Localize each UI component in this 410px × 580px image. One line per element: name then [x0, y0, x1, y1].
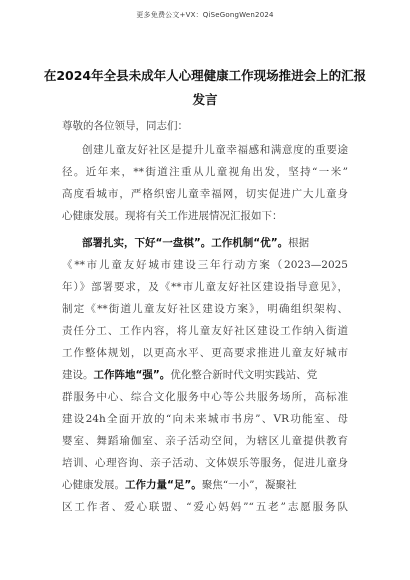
section-lead-text: 聚焦“一小”，凝聚社	[201, 479, 297, 491]
section-heading: 部署扎实，下好“一盘棋”。工作机制“优”。	[82, 237, 289, 249]
paragraph-line: 群服务中心、综合文化服务中心等公共服务场所，高标准	[62, 391, 348, 403]
paragraph-line: 《**市儿童友好城市建设三年行动方案（2023—2025	[62, 259, 348, 271]
paragraph-line-section2	[62, 368, 362, 382]
paragraph-line: 高度看城市，严格织密儿童幸福网，切实促进广大儿童身	[62, 188, 348, 200]
paragraph-line: 培训、心理咨询、亲子活动、文体娱乐等服务，促进儿童身	[62, 457, 348, 469]
paragraph-line: 区工作者、爱心联盟、“爱心妈妈”“五老”志愿服务队	[62, 501, 348, 513]
paragraph-line: 年）》部署要求，及《**市儿童友好社区建设指导意见》，	[62, 281, 348, 293]
paragraph-line: 心健康发展。	[62, 479, 125, 491]
paragraph-line: 径。近年来，**街道注重从儿童视角出发，坚持“一米”	[62, 166, 348, 178]
section-heading: 工作阵地“强”。	[93, 369, 171, 381]
paragraph-line: 制定《**街道儿童友好社区建设方案》，明确组织架构、	[62, 303, 348, 315]
paragraph-line: 工作整体规划，以更高水平、更高要求推进儿童友好城市	[62, 347, 348, 359]
paragraph-line: 心健康发展。现将有关工作进展情况汇报如下：	[62, 210, 283, 222]
section-prefix-text: 建设。	[62, 369, 94, 381]
paragraph-line: 责任分工、工作内容，将儿童友好社区建设工作纳入街道	[62, 325, 348, 337]
section-lead-text: 根据	[288, 237, 310, 249]
header-note: 更多免费公文+VX：QiSeGongWen2024	[136, 11, 274, 19]
document-title-line2: 发言	[192, 92, 218, 107]
paragraph-line: 创建儿童友好社区是提升儿童幸福感和满意度的重要途	[82, 144, 348, 156]
paragraph-line-section3	[62, 478, 362, 492]
document-title-line1: 在2024年全县未成年人心理健康工作现场推进会上的汇报	[43, 68, 367, 83]
paragraph-line-section1	[82, 236, 368, 250]
paragraph-line: 婴室、舞蹈瑜伽室、亲子活动空间，为辖区儿童提供教育	[62, 435, 348, 447]
paragraph-line: 建设24h全面开放的“向未来城市书房”、VR功能室、母	[62, 413, 348, 425]
section-lead-text: 优化整合新时代文明实践站、党	[170, 369, 318, 381]
section-heading: 工作力量“足”。	[125, 479, 202, 491]
salutation: 尊敬的各位领导，同志们：	[62, 120, 188, 132]
